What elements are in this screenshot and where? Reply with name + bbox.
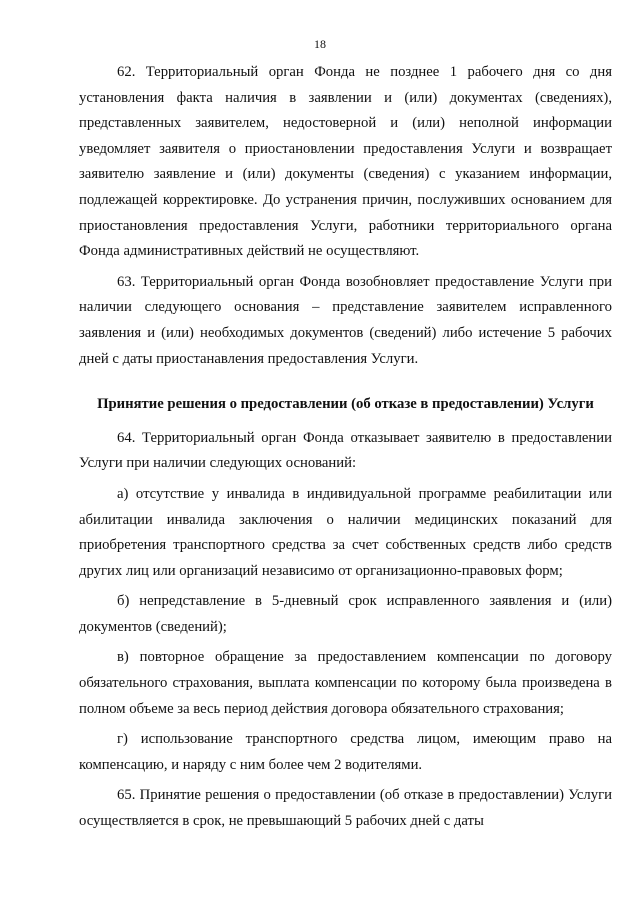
- paragraph-64-b: б) непредставление в 5-дневный срок исправленного заявления и (или) документов (сведений);: [79, 593, 612, 635]
- paragraph-62: 62. Территориальный орган Фонда не позднее 1 рабочего дня со дня установления факта наличия в заявлении и (или) документах (сведениях), представленных заявителем, недостоверной и (или) неполной информации уведомляет заявителя о приостановлении предоставления Услуги и возвращает заявителю заявление и (или) документы (сведения) с указанием информации, подлежащей корректировке. До устранения причин, послуживших основанием для приостановления предоставления Услуги, работники территориального органа Фонда административных действий не осуществляют.: [79, 64, 612, 260]
- paragraph-64-d: г) использование транспортного средства лицом, имеющим право на компенсацию, и наряду с ним более чем 2 водителями.: [79, 731, 612, 773]
- document-body: [79, 60, 612, 835]
- paragraph-64: 64. Территориальный орган Фонда отказывает заявителю в предоставлении Услуги при наличии следующих оснований:: [79, 429, 612, 472]
- paragraph-64-a: а) отсутствие у инвалида в индивидуальной программе реабилитации или абилитации инвалида заключения о наличии медицинских показаний для приобретения транспортного средства за счет собственных средств либо средств других лиц или организаций независимо от организационно-правовых форм;: [79, 485, 612, 579]
- page-number: 18: [314, 37, 326, 51]
- paragraph-64-c: в) повторное обращение за предоставлением компенсации по договору обязательного страхования, выплата компенсации по которому была произведена в полном объеме за весь период действия договора обязательного страхования;: [79, 649, 612, 717]
- paragraph-65: 65. Принятие решения о предоставлении (об отказе в предоставлении) Услуги осуществляется в срок, не превышающий 5 рабочих дней с даты: [79, 787, 612, 830]
- paragraph-63: 63. Территориальный орган Фонда возобновляет предоставление Услуги при наличии следующего основания – представление заявителем исправленного заявления и (или) необходимых документов (сведений) либо истечение 5 рабочих дней с даты приостанавления предоставления Услуги.: [79, 273, 612, 367]
- section-heading: Принятие решения о предоставлении (об отказе в предоставлении) Услуги: [97, 396, 594, 413]
